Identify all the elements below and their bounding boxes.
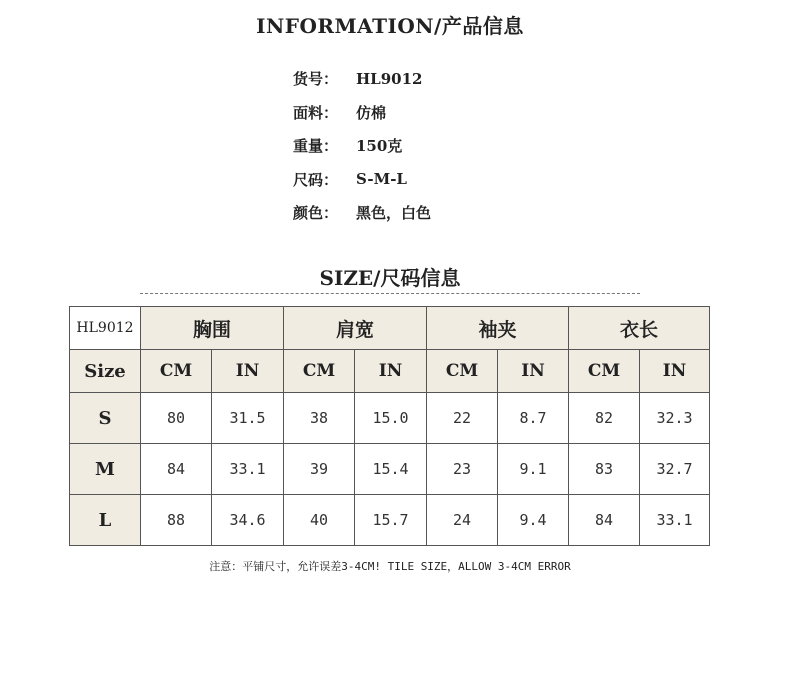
info-row-fabric (293, 96, 431, 130)
group-header-length: 衣长 (569, 307, 710, 350)
table-unit-row (70, 350, 710, 393)
table-row-s (70, 393, 710, 444)
info-value: 仿棉 (356, 103, 387, 122)
unit-header: CM (284, 350, 355, 393)
value-cell: 31.5 (212, 393, 284, 444)
size-title: SIZE/尺码信息 (319, 266, 461, 290)
info-title: INFORMATION/产品信息 (256, 14, 524, 38)
table-header-row (70, 307, 710, 350)
value-cell: 33.1 (640, 495, 710, 546)
table-row-l (70, 495, 710, 546)
info-value: 黑色，白色 (356, 204, 432, 223)
measurement-note: 注意：平铺尺寸，允许误差3-4CM! TILE SIZE，ALLOW 3-4CM ERROR (209, 560, 571, 573)
group-header-chest: 胸围 (141, 307, 284, 350)
value-cell: 88 (141, 495, 212, 546)
value-cell: 80 (141, 393, 212, 444)
value-cell: 83 (569, 444, 640, 495)
dashed-divider (140, 293, 640, 294)
value-cell: 32.3 (640, 393, 710, 444)
info-row-item-no (293, 62, 431, 96)
info-label: 货号： (293, 70, 339, 89)
value-cell: 40 (284, 495, 355, 546)
group-header-shoulder: 肩宽 (284, 307, 427, 350)
value-cell: 9.1 (498, 444, 569, 495)
unit-header: IN (212, 350, 284, 393)
table-row-m (70, 444, 710, 495)
value-cell: 23 (427, 444, 498, 495)
value-cell: 33.1 (212, 444, 284, 495)
value-cell: 8.7 (498, 393, 569, 444)
info-label: 尺码： (293, 170, 339, 189)
value-cell: 15.4 (355, 444, 427, 495)
unit-header: IN (640, 350, 710, 393)
size-cell: L (70, 495, 141, 546)
group-header-armhole: 袖夹 (427, 307, 569, 350)
value-cell: 82 (569, 393, 640, 444)
value-cell: 9.4 (498, 495, 569, 546)
value-cell: 24 (427, 495, 498, 546)
value-cell: 22 (427, 393, 498, 444)
unit-header: IN (355, 350, 427, 393)
value-cell: 38 (284, 393, 355, 444)
info-row-weight (293, 129, 431, 163)
value-cell: 84 (569, 495, 640, 546)
product-info-list (293, 62, 431, 230)
info-value: HL9012 (356, 69, 423, 88)
unit-header: CM (427, 350, 498, 393)
size-table (69, 306, 710, 546)
size-cell: M (70, 444, 141, 495)
info-value: S-M-L (356, 170, 407, 189)
value-cell: 15.7 (355, 495, 427, 546)
info-label: 颜色： (293, 204, 339, 223)
size-column-header: Size (70, 350, 141, 393)
table-code-cell: HL9012 (70, 307, 141, 350)
unit-header: CM (569, 350, 640, 393)
size-cell: S (70, 393, 141, 444)
value-cell: 32.7 (640, 444, 710, 495)
value-cell: 15.0 (355, 393, 427, 444)
unit-header: CM (141, 350, 212, 393)
unit-header: IN (498, 350, 569, 393)
info-row-color (293, 196, 431, 230)
info-label: 面料： (293, 103, 339, 122)
info-label: 重量： (293, 137, 339, 156)
value-cell: 34.6 (212, 495, 284, 546)
value-cell: 84 (141, 444, 212, 495)
info-value: 150克 (356, 137, 403, 156)
info-row-size (293, 163, 431, 197)
value-cell: 39 (284, 444, 355, 495)
